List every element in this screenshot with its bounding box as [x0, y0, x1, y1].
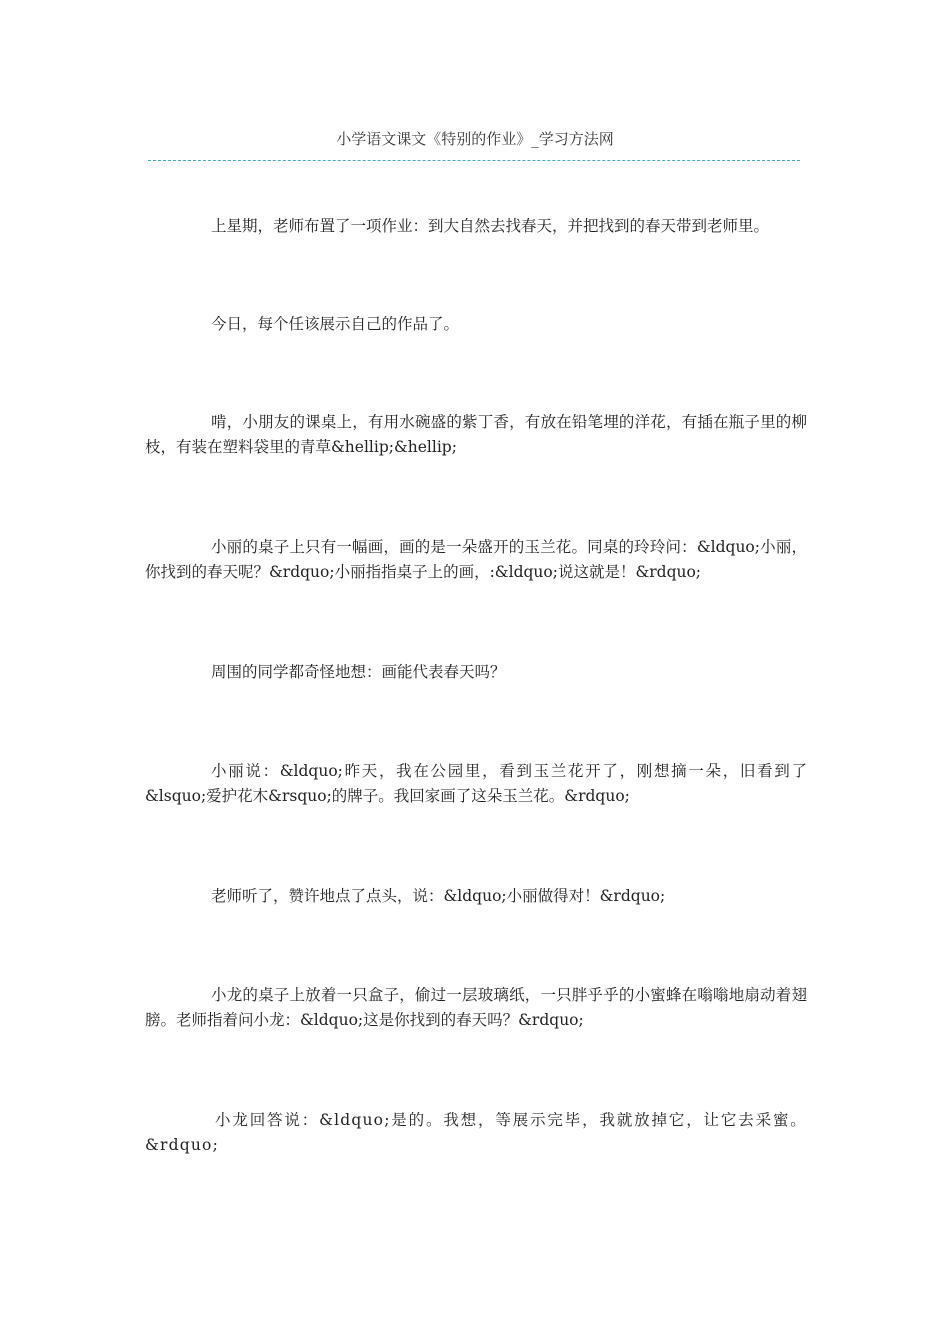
paragraph-8: 小龙的桌子上放着一只盒子，偷过一层玻璃纸，一只胖乎乎的小蜜蜂在嗡嗡地扇动着翅膀。老师指着问小龙：&ldquo;这是你找到的春天吗？&rdquo;: [145, 986, 807, 1029]
paragraph-9: 小龙回答说：&ldquo;是的。我想，等展示完毕，我就放掉它，让它去采蜜。&rdquo;: [145, 1111, 807, 1154]
document-title: 小学语文课文《特别的作业》_学习方法网: [336, 130, 614, 148]
paragraph-6: 小丽说：&ldquo;昨天，我在公园里，看到玉兰花开了，刚想摘一朵，旧看到了&lsquo;爱护花木&rsquo;的牌子。我回家画了这朵玉兰花。&rdquo;: [145, 762, 807, 805]
paragraph-4: 小丽的桌子上只有一幅画，画的是一朵盛开的玉兰花。同桌的玲玲问：&ldquo;小丽，你找到的春天呢？&rdquo;小丽指指桌子上的画，:&ldquo;说这就是！&rdquo;: [145, 538, 807, 581]
paragraph-3: 啃，小朋友的课桌上，有用水碗盛的紫丁香，有放在铅笔埋的洋花，有插在瓶子里的柳枝，有装在塑料袋里的青草&hellip;&hellip;: [145, 413, 807, 456]
paragraph-2: 今日，每个任该展示自己的作品了。: [211, 315, 460, 333]
paragraph-1: 上星期，老师布置了一项作业：到大自然去找春天，并把找到的春天带到老师里。: [211, 217, 770, 235]
paragraph-5: 周围的同学都奇怪地想：画能代表春天吗？: [211, 663, 506, 681]
title-divider: [148, 160, 800, 161]
paragraph-7: 老师听了，赞许地点了点头，说：&ldquo;小丽做得对！&rdquo;: [211, 887, 666, 905]
